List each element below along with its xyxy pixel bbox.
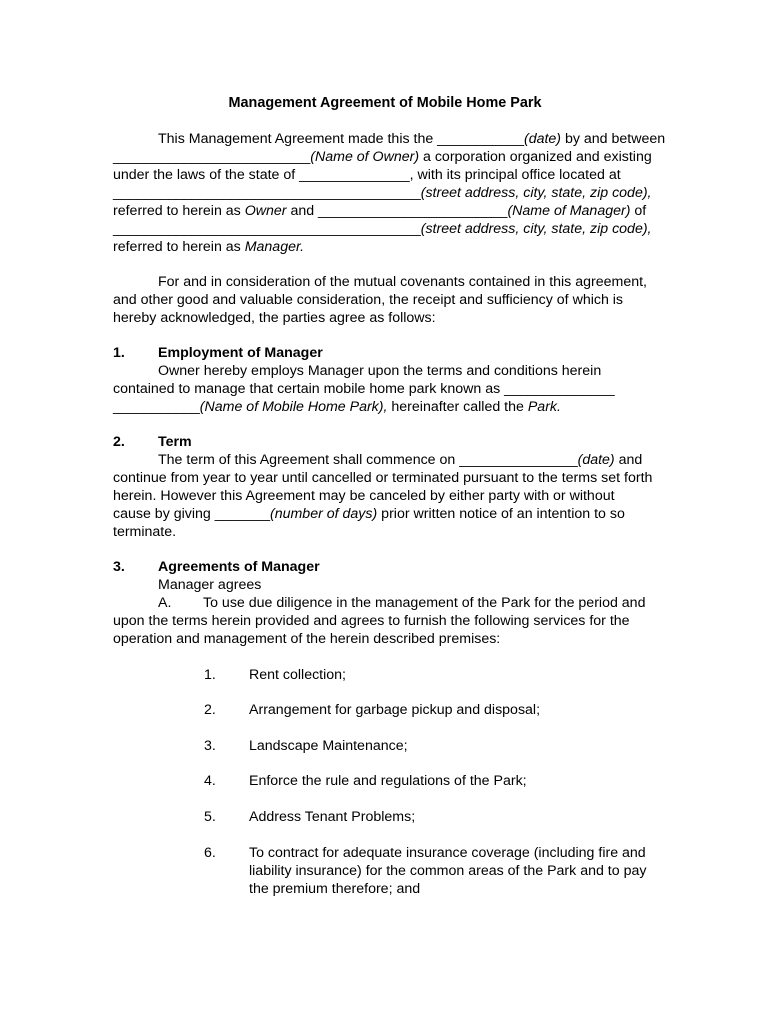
- list-item-number: 6.: [204, 845, 216, 861]
- manager-term: Manager.: [244, 239, 305, 255]
- blank-line: _______________________________________: [113, 185, 421, 201]
- section-1-line-3: [113, 398, 561, 416]
- blank-line: _______________________________________: [113, 221, 421, 237]
- list-item-text: Landscape Maintenance;: [249, 738, 408, 754]
- intro-line-3: under the laws of the state of ______________, with its principal office located at: [113, 167, 621, 183]
- section-2-heading: Term: [158, 434, 192, 450]
- intro-line-2: [113, 148, 652, 166]
- list-item-number: 1.: [204, 667, 216, 683]
- commence-date-placeholder: (date): [577, 452, 615, 468]
- section-3a-line-1: To use due diligence in the management of the Park for the period and: [203, 595, 646, 611]
- park-name-placeholder: (Name of Mobile Home Park),: [199, 399, 388, 415]
- intro-text: by and between: [561, 131, 666, 147]
- list-item-text: Rent collection;: [249, 667, 346, 683]
- section-3a-label: A.: [158, 595, 172, 611]
- list-item-text-continued: the premium therefore; and: [249, 881, 421, 897]
- days-placeholder: (number of days): [269, 506, 378, 522]
- park-term: Park.: [527, 399, 561, 415]
- section-text: prior written notice of an intention to so: [377, 506, 625, 522]
- list-item-text: Arrangement for garbage pickup and disposal;: [249, 702, 541, 718]
- intro-text: and ________________________: [286, 203, 508, 219]
- intro-line-1: [158, 130, 665, 148]
- section-1-line-1: Owner hereby employs Manager upon the terms and conditions herein: [158, 363, 602, 379]
- owner-name-placeholder: (Name of Owner): [310, 149, 420, 165]
- intro-line-4: [113, 184, 652, 202]
- section-3a-line-3: operation and management of the herein described premises:: [113, 631, 501, 647]
- section-1-number: 1.: [113, 345, 125, 361]
- section-text: hereinafter called the: [387, 399, 528, 415]
- document-title: Management Agreement of Mobile Home Park: [228, 95, 542, 111]
- list-item-text: Enforce the rule and regulations of the Park;: [249, 773, 527, 789]
- blank-line: _________________________: [113, 149, 311, 165]
- section-2-line-4: [113, 505, 625, 523]
- section-3a-line-2: upon the terms herein provided and agrees to furnish the following services for the: [113, 613, 630, 629]
- list-item-number: 4.: [204, 773, 216, 789]
- intro-text: of: [630, 203, 647, 219]
- section-3-heading: Agreements of Manager: [158, 559, 320, 575]
- section-1-heading: Employment of Manager: [158, 345, 323, 361]
- section-3-subheading: Manager agrees: [158, 577, 262, 593]
- intro-line-6: [113, 220, 652, 238]
- intro-text: This Management Agreement made this the ___________: [158, 131, 524, 147]
- owner-address-placeholder: (street address, city, state, zip code),: [420, 185, 652, 201]
- manager-address-placeholder: (street address, city, state, zip code),: [420, 221, 652, 237]
- intro-text: a corporation organized and existing: [419, 149, 652, 165]
- intro-text: referred to herein as: [113, 239, 245, 255]
- list-item-text: Address Tenant Problems;: [249, 809, 416, 825]
- consideration-line-3: hereby acknowledged, the parties agree as follows:: [113, 310, 436, 326]
- consideration-line-1: For and in consideration of the mutual covenants contained in this agreement,: [158, 274, 647, 290]
- intro-text: referred to herein as: [113, 203, 245, 219]
- section-2-line-2: continue from year to year until cancelled or terminated pursuant to the terms set forth: [113, 470, 653, 486]
- section-2-line-5: terminate.: [113, 524, 177, 540]
- section-1-line-2: contained to manage that certain mobile home park known as ______________: [113, 381, 615, 397]
- section-2-line-3: herein. However this Agreement may be canceled by either party with or without: [113, 488, 615, 504]
- manager-name-placeholder: (Name of Manager): [507, 203, 631, 219]
- consideration-line-2: and other good and valuable consideration, the receipt and sufficiency of which is: [113, 292, 624, 308]
- section-2-number: 2.: [113, 434, 125, 450]
- section-2-line-1: [158, 451, 642, 469]
- list-item-number: 5.: [204, 809, 216, 825]
- section-text: The term of this Agreement shall commence on _______________: [158, 452, 578, 468]
- owner-term: Owner: [244, 203, 287, 219]
- list-item-text: To contract for adequate insurance coverage (including fire and: [249, 845, 646, 861]
- list-item-number: 3.: [204, 738, 216, 754]
- section-3-number: 3.: [113, 559, 125, 575]
- section-text: and: [614, 452, 643, 468]
- list-item-number: 2.: [204, 702, 216, 718]
- list-item-text-continued: liability insurance) for the common areas of the Park and to pay: [249, 863, 647, 879]
- blank-line: ___________: [113, 399, 200, 415]
- date-placeholder: (date): [523, 131, 562, 147]
- section-text: cause by giving _______: [113, 506, 270, 522]
- intro-line-7: [113, 238, 304, 256]
- intro-line-5: [113, 202, 646, 220]
